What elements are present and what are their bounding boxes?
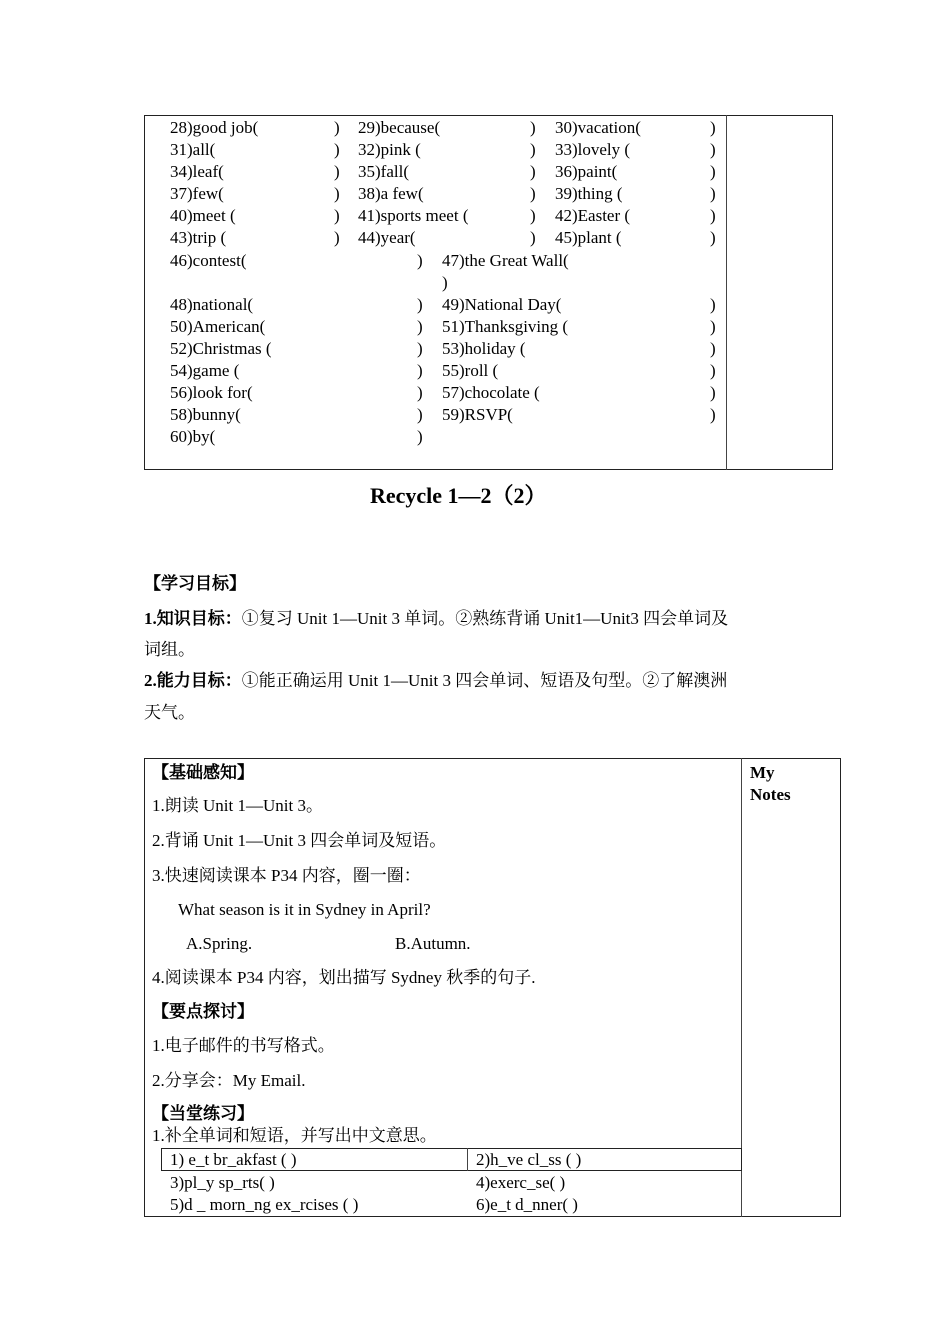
answer-close-paren: ) <box>417 405 423 424</box>
answer-close-paren: ) <box>710 383 716 402</box>
knowledge-goal-label: 1.知识目标： <box>144 609 242 628</box>
vocab-item: 31)all( <box>170 140 216 159</box>
answer-close-paren: ) <box>710 228 716 247</box>
answer-close-paren: ) <box>710 405 716 424</box>
answer-close-paren: ) <box>334 206 340 225</box>
vocab-item: 43)trip ( <box>170 228 227 247</box>
vocab-item: 58)bunny( <box>170 405 241 424</box>
vocab-item: 59)RSVP( <box>442 405 513 424</box>
knowledge-goal-cont: 词组。 <box>144 640 195 659</box>
vocab-item: 33)lovely ( <box>555 140 631 159</box>
vocab-item: 56)look for( <box>170 383 253 402</box>
answer-close-paren: ) <box>417 361 423 380</box>
ability-goal-cont: 天气。 <box>144 703 195 722</box>
answer-close-paren: ) <box>417 295 423 314</box>
vocab-item: 50)American( <box>170 317 266 336</box>
vocab-item: 49)National Day( <box>442 295 562 314</box>
vocab-item: 30)vacation( <box>555 118 641 137</box>
exercise-item: 5)d _ morn_ng ex_rcises ( ) <box>170 1195 359 1214</box>
answer-close-paren: ) <box>530 228 536 247</box>
answer-close-paren: ) <box>710 118 716 137</box>
vocab-item: 46)contest( <box>170 251 247 270</box>
vocab-item: 37)few( <box>170 184 224 203</box>
option-b: B.Autumn. <box>395 934 471 953</box>
answer-close-paren: ) <box>710 317 716 336</box>
vocab-item: 51)Thanksgiving ( <box>442 317 569 336</box>
section-practice: 【当堂练习】 <box>152 1104 254 1123</box>
answer-close-paren: ) <box>710 162 716 181</box>
exercise-item: 6)e_t d_nner( ) <box>476 1195 578 1214</box>
answer-close-paren: ) <box>710 140 716 159</box>
vocab-item: 34)leaf( <box>170 162 224 181</box>
answer-close-paren: ) <box>530 118 536 137</box>
answer-close-paren: ) <box>710 184 716 203</box>
vocab-item: 45)plant ( <box>555 228 622 247</box>
vocab-table-divider <box>726 115 727 470</box>
vocab-item: 36)paint( <box>555 162 618 181</box>
answer-close-paren: ) <box>334 184 340 203</box>
basic-item: 4.阅读课本 P34 内容，划出描写 Sydney 秋季的句子. <box>152 968 536 987</box>
answer-close-paren: ) <box>417 251 423 270</box>
answer-close-paren: ) <box>530 162 536 181</box>
vocab-item: 44)year( <box>358 228 416 247</box>
answer-close-paren: ) <box>710 361 716 380</box>
answer-close-paren: ) <box>710 206 716 225</box>
question: What season is it in Sydney in April? <box>178 900 431 919</box>
option-a: A.Spring. <box>186 934 253 953</box>
key-item: 2.分享会：My Email. <box>152 1071 306 1090</box>
answer-close-paren: ) <box>417 339 423 358</box>
vocab-item: 35)fall( <box>358 162 409 181</box>
answer-close-paren: ) <box>710 295 716 314</box>
vocab-item: 38)a few( <box>358 184 424 203</box>
ability-goal <box>144 670 727 692</box>
lesson-title: Recycle 1—2（2） <box>370 483 547 508</box>
vocab-item: 41)sports meet ( <box>358 206 469 225</box>
answer-close-paren: ) <box>334 162 340 181</box>
notes-label-2: Notes <box>750 785 791 804</box>
exercise-divider <box>467 1148 468 1171</box>
vocab-item: 52)Christmas ( <box>170 339 272 358</box>
basic-item: 1.朗读 Unit 1—Unit 3。 <box>152 796 323 815</box>
basic-item: 2.背诵 Unit 1—Unit 3 四会单词及短语。 <box>152 831 447 850</box>
vocab-item: 32)pink ( <box>358 140 421 159</box>
exercise-item: 3)pl_y sp_rts( ) <box>170 1173 275 1192</box>
vocab-item: 53)holiday ( <box>442 339 526 358</box>
answer-close-paren: ) <box>334 140 340 159</box>
ability-goal-text: ①能正确运用 Unit 1—Unit 3 四会单词、短语及句型。②了解澳洲 <box>241 671 728 690</box>
answer-close-paren: ) <box>530 206 536 225</box>
answer-close-paren: ) <box>417 317 423 336</box>
knowledge-goal-text: ①复习 Unit 1—Unit 3 单词。②熟练背诵 Unit1—Unit3 四会单词及 <box>241 609 729 628</box>
vocab-item: 47)the Great Wall( <box>442 251 569 270</box>
vocab-item: 55)roll ( <box>442 361 499 380</box>
vocab-item: 60)by( <box>170 427 216 446</box>
vocab-item: 28)good job( <box>170 118 259 137</box>
answer-close-paren: ) <box>442 273 448 292</box>
answer-close-paren: ) <box>417 427 423 446</box>
answer-close-paren: ) <box>530 140 536 159</box>
answer-close-paren: ) <box>334 118 340 137</box>
exercise-item: 4)exerc_se( ) <box>476 1173 566 1192</box>
vocab-item: 40)meet ( <box>170 206 236 225</box>
vocab-item: 29)because( <box>358 118 441 137</box>
vocab-item: 54)game ( <box>170 361 240 380</box>
vocab-item: 57)chocolate ( <box>442 383 540 402</box>
goals-heading: 【学习目标】 <box>144 574 246 593</box>
vocab-item: 48)national( <box>170 295 254 314</box>
section-basic: 【基础感知】 <box>152 763 254 782</box>
answer-close-paren: ) <box>530 184 536 203</box>
section-key: 【要点探讨】 <box>152 1002 254 1021</box>
exercise-item: 1) e_t br_akfast ( ) <box>170 1150 297 1169</box>
answer-close-paren: ) <box>417 383 423 402</box>
knowledge-goal <box>144 608 728 630</box>
answer-close-paren: ) <box>710 339 716 358</box>
answer-close-paren: ) <box>334 228 340 247</box>
vocab-item: 42)Easter ( <box>555 206 631 225</box>
notes-label: My <box>750 763 775 782</box>
ability-goal-label: 2.能力目标： <box>144 671 242 690</box>
vocab-item: 39)thing ( <box>555 184 623 203</box>
practice-instruction: 1.补全单词和短语，并写出中文意思。 <box>152 1126 437 1145</box>
basic-item: 3.快速阅读课本 P34 内容，圈一圈： <box>152 866 421 885</box>
key-item: 1.电子邮件的书写格式。 <box>152 1036 335 1055</box>
exercise-item: 2)h_ve cl_ss ( ) <box>476 1150 582 1169</box>
